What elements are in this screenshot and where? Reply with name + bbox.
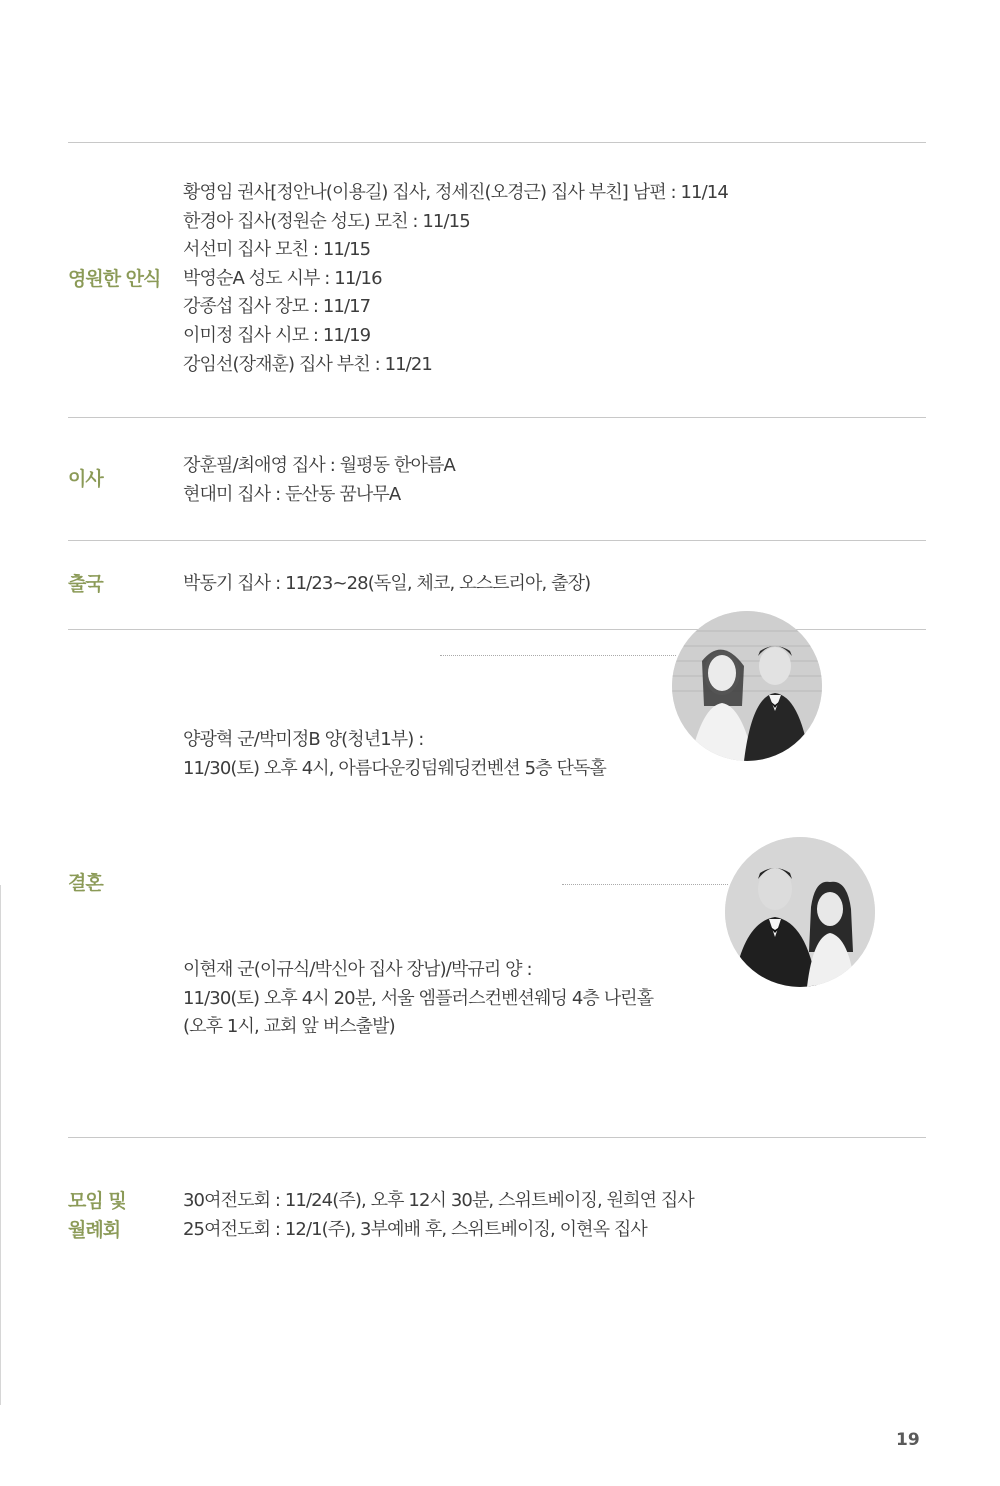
condolence-item: 강임선(장재훈) 집사 부친 : 11/21	[183, 353, 432, 375]
wedding-item: 11/30(토) 오후 4시, 아름다운킹덤웨딩컨벤션 5층 단독홀	[183, 757, 606, 779]
wedding-item: 11/30(토) 오후 4시 20분, 서울 엠플러스컨벤션웨딩 4층 나린홀	[183, 987, 654, 1009]
wedding-item: 이현재 군(이규식/박신아 집사 장남)/박규리 양 :	[183, 959, 532, 980]
couple-photo-2-icon	[725, 837, 875, 987]
wedding-couple-1	[183, 726, 606, 783]
section-label-meetings-line1: 모임 및	[68, 1190, 126, 1212]
moving-item: 장훈필/최애영 집사 : 월평동 한아름A	[183, 455, 455, 476]
wedding-couple-2	[183, 956, 653, 1042]
divider-after-wedding	[68, 1137, 926, 1138]
meetings-list	[183, 1187, 694, 1244]
couple-photo-1-icon	[672, 611, 822, 761]
condolence-item: 강종섭 집사 장모 : 11/17	[183, 296, 371, 318]
condolence-item: 서선미 집사 모친 : 11/15	[183, 239, 371, 261]
page-number: 19	[896, 1430, 920, 1450]
divider-after-moving	[68, 540, 926, 541]
condolence-item: 한경아 집사(정원순 성도) 모친 : 11/15	[183, 210, 470, 232]
condolence-item: 황영임 권사[정안나(이용길) 집사, 정세진(오경근) 집사 부친] 남편 : 11/14	[183, 182, 728, 203]
wedding-item: (오후 1시, 교회 앞 버스출발)	[183, 1016, 395, 1038]
condolence-list	[183, 179, 728, 379]
meeting-item: 30여전도회 : 11/24(주), 오후 12시 30분, 스위트베이징, 원희연 집사	[183, 1190, 694, 1211]
moving-item: 현대미 집사 : 둔산동 꿈나무A	[183, 483, 401, 505]
condolence-item: 이미정 집사 시모 : 11/19	[183, 324, 371, 346]
section-label-condolence: 영원한 안식	[68, 268, 161, 290]
section-label-meetings-line2: 월례회	[68, 1219, 121, 1241]
moving-list	[183, 452, 455, 509]
departure-item: 박동기 집사 : 11/23~28(독일, 체코, 오스트리아, 출장)	[183, 573, 591, 594]
divider-top	[68, 142, 926, 143]
section-label-meetings	[68, 1187, 126, 1245]
meeting-item: 25여전도회 : 12/1(주), 3부예배 후, 스위트베이징, 이현옥 집사	[183, 1218, 647, 1240]
wedding-item: 양광혁 군/박미정B 양(청년1부) :	[183, 729, 424, 750]
section-label-wedding: 결혼	[68, 872, 103, 894]
photo-connector-line-2	[562, 884, 728, 885]
page-edge-line	[0, 885, 1, 1405]
section-label-moving: 이사	[68, 468, 103, 490]
divider-after-condolence	[68, 417, 926, 418]
section-label-departure: 출국	[68, 573, 103, 595]
condolence-item: 박영순A 성도 시부 : 11/16	[183, 267, 382, 289]
departure-list	[183, 570, 590, 599]
photo-connector-line-1	[440, 655, 676, 656]
